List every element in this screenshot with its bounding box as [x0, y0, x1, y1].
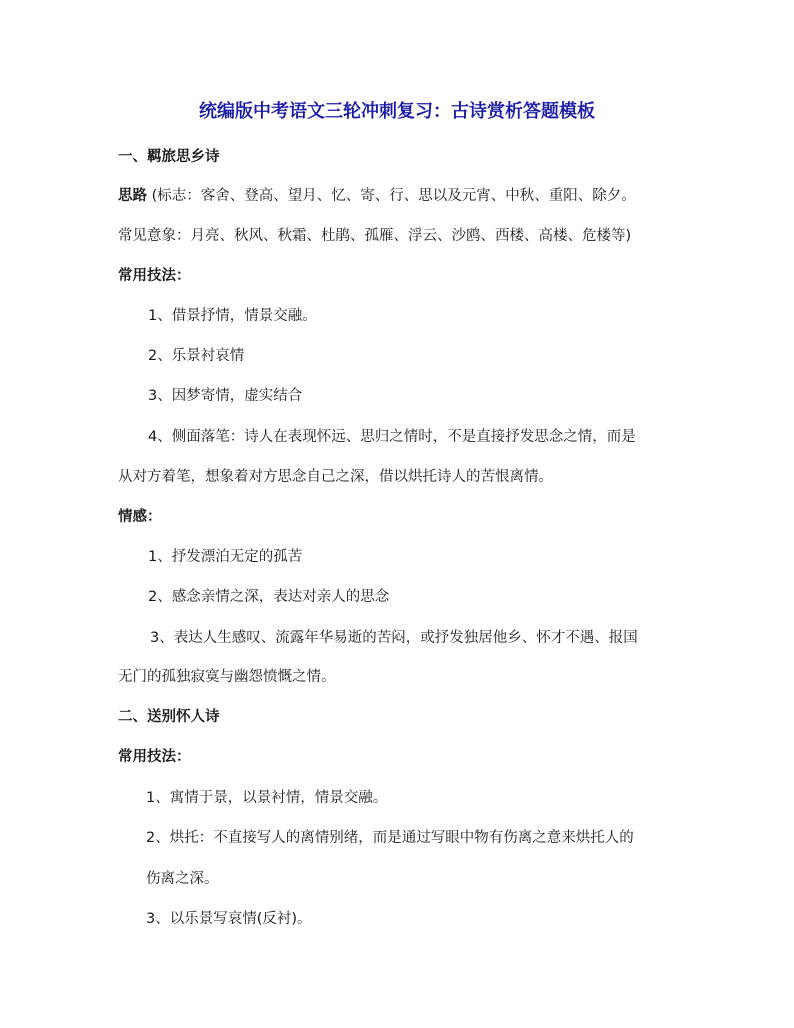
section1-emotion-label: 情感： [118, 509, 162, 525]
section1-emotion-1: 1、抒发漂泊无定的孤苦 [148, 549, 303, 565]
silu-text: (标志：客舍、登高、望月、忆、寄、行、思以及元宵、中秋、重阳、除夕。 [147, 188, 636, 204]
section2-technique-3: 3、以乐景写哀情(反衬)。 [146, 911, 312, 927]
section1-heading: 一、羁旅思乡诗 [118, 149, 220, 165]
section1-technique-4-continued: 从对方着笔，想象着对方思念自己之深，借以烘托诗人的苦恨离情。 [118, 469, 553, 485]
imagery-line: 常见意象：月亮、秋风、秋霜、杜鹃、孤雁、浮云、沙鸥、西楼、高楼、危楼等) [118, 228, 632, 244]
section2-heading: 二、送别怀人诗 [118, 709, 220, 725]
section2-techniques-label: 常用技法： [118, 749, 191, 765]
section1-emotion-3-continued: 无门的孤独寂寞与幽怨愤慨之情。 [118, 669, 336, 685]
section1-technique-1: 1、借景抒情，情景交融。 [148, 308, 317, 324]
silu-label: 思路 [118, 188, 147, 204]
silu-line [118, 186, 636, 206]
section1-technique-2: 2、乐景衬哀情 [148, 348, 245, 364]
section1-techniques-label: 常用技法： [118, 268, 191, 284]
section1-emotion-3: 3、表达人生感叹、流露年华易逝的苦闷，或抒发独居他乡、怀才不遇、报国 [150, 630, 638, 646]
section2-technique-2-continued: 伤离之深。 [146, 871, 219, 887]
section1-emotion-2: 2、感念亲情之深，表达对亲人的思念 [148, 589, 390, 605]
section2-technique-1: 1、寓情于景，以景衬情，情景交融。 [146, 790, 388, 806]
section2-technique-2: 2、烘托：不直接写人的离情别绪，而是通过写眼中物有伤离之意来烘托人的 [146, 830, 634, 846]
section1-technique-4: 4、侧面落笔：诗人在表现怀远、思归之情时，不是直接抒发思念之情，而是 [148, 429, 636, 445]
section1-technique-3: 3、因梦寄情，虚实结合 [148, 388, 303, 404]
document-title: 统编版中考语文三轮冲刺复习：古诗赏析答题模板 [199, 101, 595, 122]
